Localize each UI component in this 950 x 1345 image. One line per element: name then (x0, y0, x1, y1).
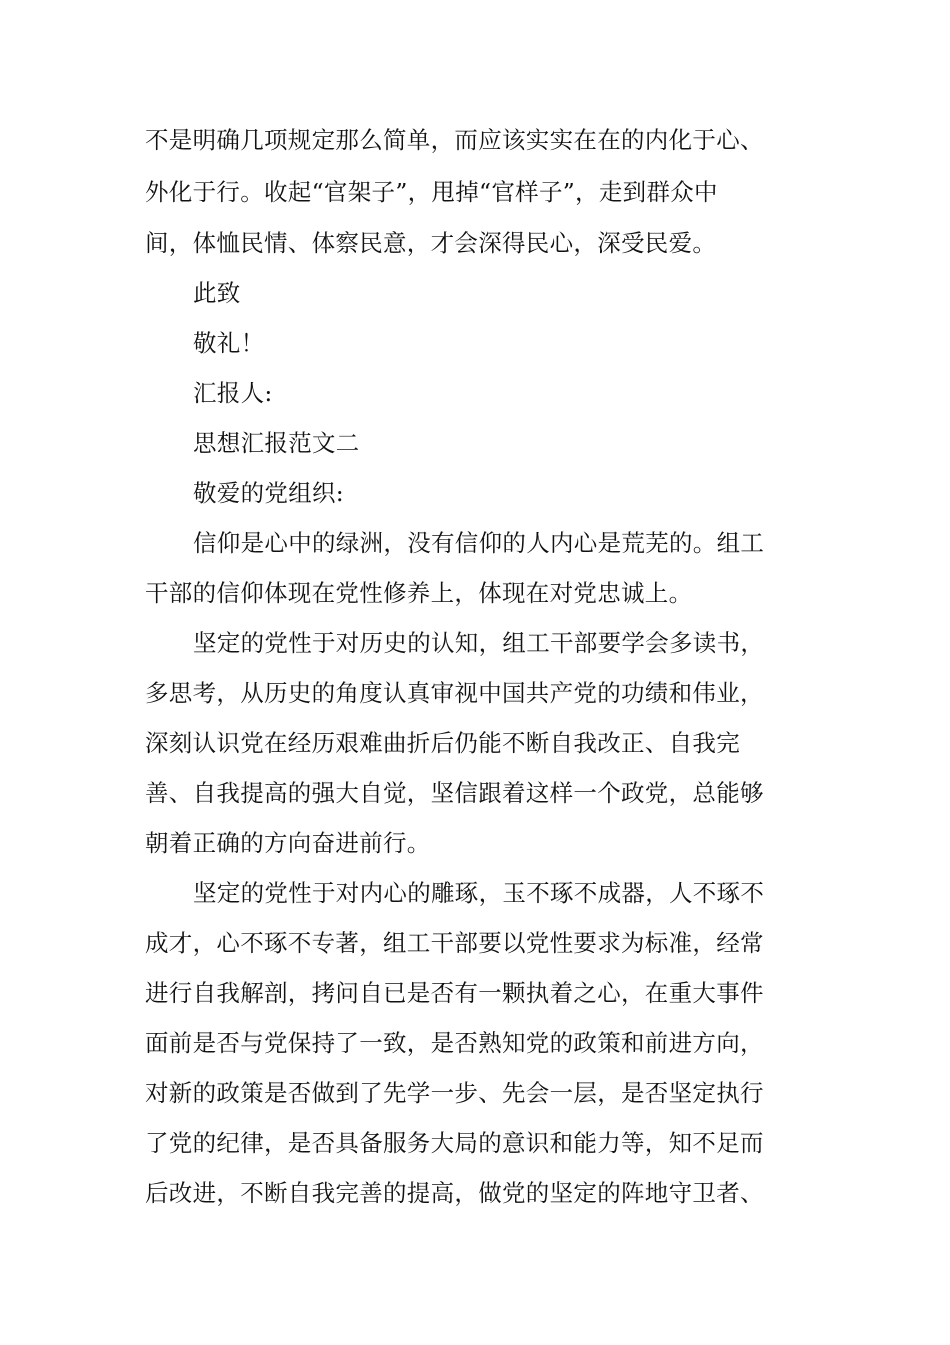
text-line: 深刻认识党在经历艰难曲折后仍能不断自我改正、自我完 (145, 729, 740, 757)
text-line: 面前是否与党保持了一致，是否熟知党的政策和前进方向， (145, 1029, 764, 1057)
reporter-label: 汇报人: (193, 379, 273, 407)
text-line: 进行自我解剖，拷问自已是否有一颗执着之心，在重大事件 (145, 979, 764, 1007)
text-line: 外化于行。收起“官架子”，甩掉“官样子”，走到群众中 (145, 178, 718, 206)
closing-regards: 敬礼！ (193, 329, 265, 357)
text-line: 不是明确几项规定那么简单，而应该实实在在的内化于心、 (145, 126, 764, 154)
text-line: 坚定的党性于对历史的认知，组工干部要学会多读书， (193, 629, 765, 657)
section-title: 思想汇报范文二 (193, 429, 360, 457)
text-line: 后改进，不断自我完善的提高，做党的坚定的阵地守卫者、 (145, 1179, 764, 1207)
text-line: 干部的信仰体现在党性修养上，体现在对党忠诚上。 (145, 579, 693, 607)
text-line: 坚定的党性于对内心的雕琢，玉不琢不成器，人不琢不 (193, 879, 765, 907)
text-line: 对新的政策是否做到了先学一步、先会一层，是否坚定执行 (145, 1079, 764, 1107)
text-line: 成才，心不琢不专著，组工干部要以党性要求为标准，经常 (145, 929, 764, 957)
text-line: 间，体恤民情、体察民意，才会深得民心，深受民爱。 (145, 229, 717, 257)
text-line: 多思考，从历史的角度认真审视中国共产党的功绩和伟业， (145, 679, 764, 707)
text-line: 善、自我提高的强大自觉，坚信跟着这样一个政党，总能够 (145, 779, 764, 807)
text-line: 了党的纪律，是否具备服务大局的意识和能力等，知不足而 (145, 1129, 764, 1157)
letter-greeting: 敬爱的党组织: (193, 479, 345, 507)
closing-salutation: 此致 (193, 279, 241, 307)
text-line: 信仰是心中的绿洲，没有信仰的人内心是荒芜的。组工 (193, 529, 765, 557)
text-line: 朝着正确的方向奋进前行。 (145, 829, 431, 857)
